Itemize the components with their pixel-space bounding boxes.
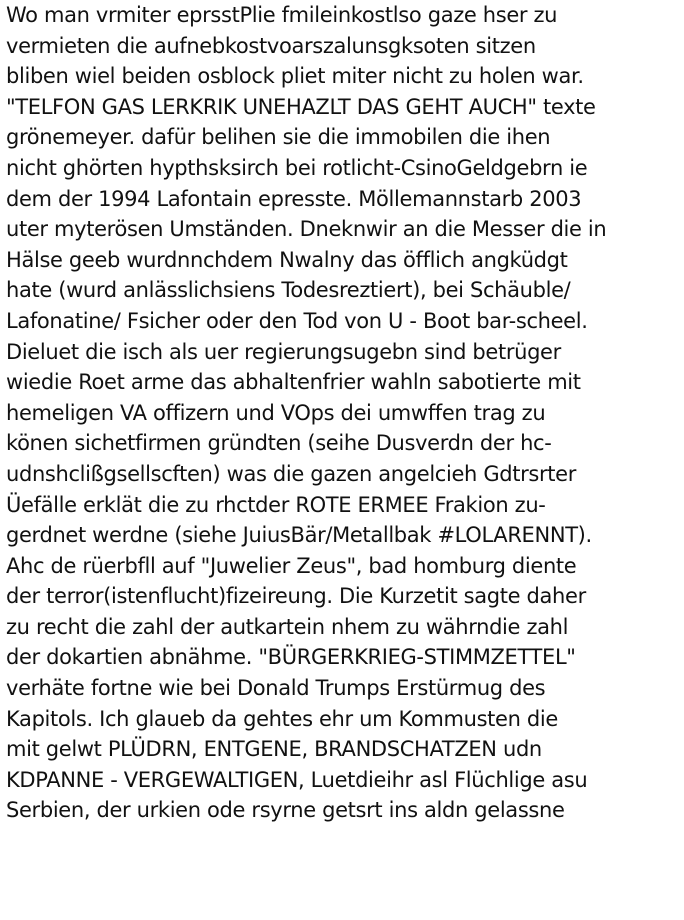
text-line: der terror(istenflucht)fizeireung. Die Kurzetit sagte daher — [6, 584, 586, 609]
text-line: Kapitols. Ich glaueb da gehtes ehr um Kommusten die — [6, 706, 558, 731]
text-line: mit gelwt PLÜDRN, ENTGENE, BRANDSCHATZEN udn — [6, 737, 542, 762]
text-line: Dieluet die isch als uer regierungsugebn sind betrüger — [6, 339, 561, 364]
text-line: Wo man vrmiter eprsstPlie fmileinkostlso gaze hser zu — [6, 3, 558, 27]
text-line: zu recht die zahl der autkartein nhem zu währndie zahl — [6, 614, 569, 639]
text-line: Lafonatine/ Fsicher oder den Tod von U - Boot bar-scheel. — [6, 308, 588, 333]
text-line: nicht ghörten hypthsksirch bei rotlicht-CsinoGeldgebrn ie — [6, 155, 588, 180]
text-line: könen sichetfirmen gründten (seihe Dusverdn der hc- — [6, 431, 552, 456]
text-line: der dokartien abnähme. "BÜRGERKRIEG-STIMMZETTEL" — [6, 645, 576, 670]
document-text — [6, 0, 682, 826]
text-line: Hälse geeb wurdnnchdem Nwalny das öfflich angküdgt — [6, 247, 568, 272]
text-line: grönemeyer. dafür belihen sie die immobilen die ihen — [6, 125, 551, 150]
text-line: "TELFON GAS LERKRIK UNEHAZLT DAS GEHT AUCH" texte — [6, 94, 596, 119]
text-line: wiedie Roet arme das abhaltenfrier wahln sabotierte mit — [6, 370, 581, 395]
text-line: Ahc de rüerbfll auf "Juwelier Zeus", bad homburg diente — [6, 553, 577, 578]
text-line: uter myterösen Umständen. Dneknwir an die Messer die in — [6, 217, 607, 242]
text-line: hate (wurd anlässlichsiens Todesreztiert), bei Schäuble/ — [6, 278, 571, 303]
text-line: Serbien, der urkien ode rsyrne getsrt ins aldn gelassne — [6, 798, 565, 823]
text-line: vermieten die aufnebkostvoarszalunsgksoten sitzen — [6, 33, 536, 58]
text-line: bliben wiel beiden osblock pliet miter nicht zu holen war. — [6, 64, 584, 89]
text-line: Üefälle erklät die zu rhctder ROTE ERMEE Frakion zu- — [6, 492, 546, 517]
text-line: dem der 1994 Lafontain epresste. Möllemannstarb 2003 — [6, 186, 582, 211]
text-line: verhäte fortne wie bei Donald Trumps Erstürmug des — [6, 676, 546, 701]
text-line: KDPANNE - VERGEWALTIGEN, Luetdieihr asl Flüchlige asu — [6, 767, 588, 792]
text-line: gerdnet werdne (siehe JuiusBär/Metallbak #LOLARENNT). — [6, 523, 592, 548]
text-line: hemeligen VA offizern und VOps dei umwffen trag zu — [6, 400, 546, 425]
text-line: udnshclißgsellscften) was die gazen angelcieh Gdtrsrter — [6, 461, 577, 486]
